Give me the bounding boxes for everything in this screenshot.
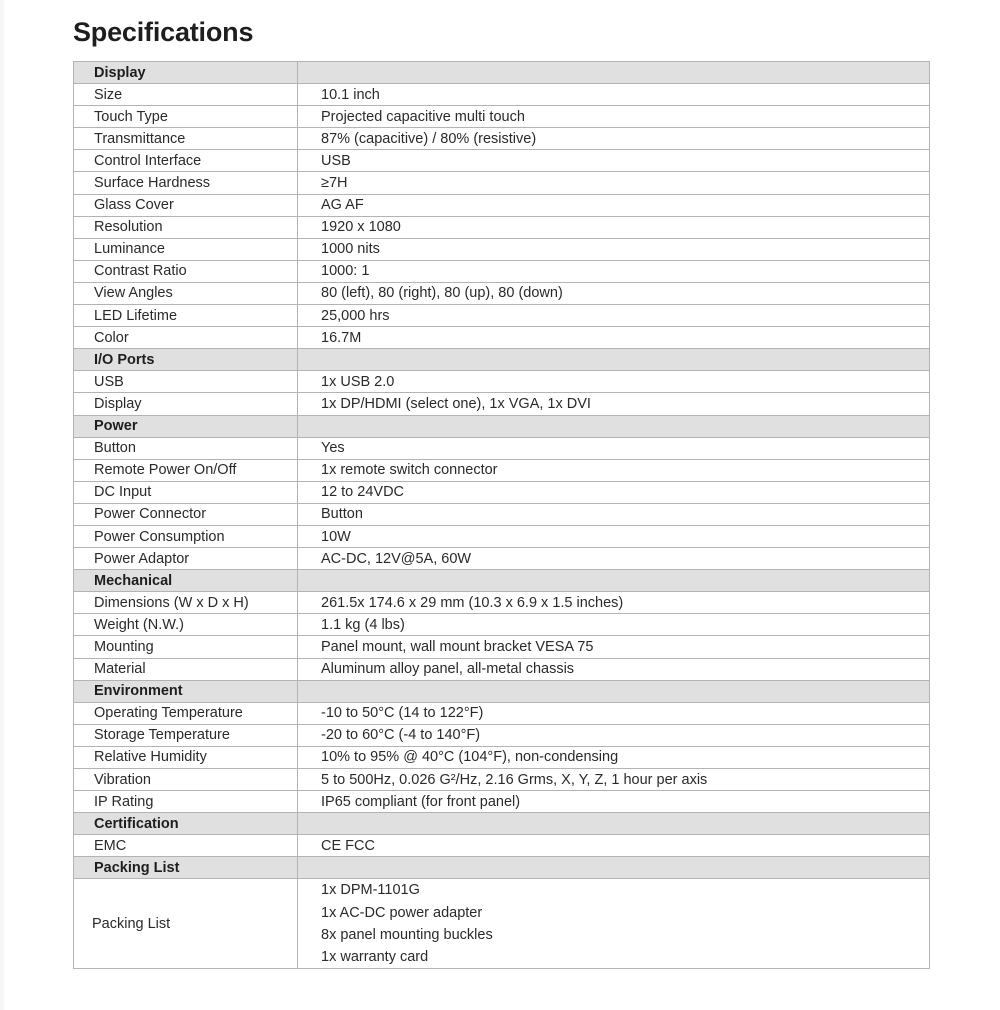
spec-label: DC Input bbox=[74, 481, 298, 503]
section-header: I/O Ports bbox=[74, 349, 298, 371]
spec-row bbox=[74, 481, 930, 503]
spec-label: Remote Power On/Off bbox=[74, 459, 298, 481]
section-header-empty-cell bbox=[298, 415, 930, 437]
spec-row bbox=[74, 614, 930, 636]
spec-row bbox=[74, 194, 930, 216]
spec-row bbox=[74, 106, 930, 128]
section-header-row bbox=[74, 415, 930, 437]
spec-row bbox=[74, 128, 930, 150]
spec-value: 10W bbox=[298, 525, 930, 547]
packing-list-item: 8x panel mounting buckles bbox=[321, 926, 493, 943]
spec-label: Surface Hardness bbox=[74, 172, 298, 194]
spec-row bbox=[74, 769, 930, 791]
spec-value: 1920 x 1080 bbox=[298, 216, 930, 238]
document-page bbox=[4, 0, 1000, 1010]
spec-value: Panel mount, wall mount bracket VESA 75 bbox=[298, 636, 930, 658]
spec-value: 5 to 500Hz, 0.026 G²/Hz, 2.16 Grms, X, Y, Z, 1 hour per axis bbox=[298, 769, 930, 791]
specifications-table bbox=[73, 61, 930, 969]
spec-value: USB bbox=[298, 150, 930, 172]
spec-value: 261.5x 174.6 x 29 mm (10.3 x 6.9 x 1.5 inches) bbox=[298, 592, 930, 614]
spec-label: Dimensions (W x D x H) bbox=[74, 592, 298, 614]
spec-value: 12 to 24VDC bbox=[298, 481, 930, 503]
spec-row bbox=[74, 592, 930, 614]
spec-value: Aluminum alloy panel, all-metal chassis bbox=[298, 658, 930, 680]
section-header: Packing List bbox=[74, 857, 298, 879]
spec-value: Projected capacitive multi touch bbox=[298, 106, 930, 128]
spec-row bbox=[74, 658, 930, 680]
spec-row bbox=[74, 238, 930, 260]
spec-label: Power Consumption bbox=[74, 525, 298, 547]
section-header: Mechanical bbox=[74, 570, 298, 592]
section-header-row bbox=[74, 62, 930, 84]
spec-label: Control Interface bbox=[74, 150, 298, 172]
section-header: Certification bbox=[74, 813, 298, 835]
section-header-row bbox=[74, 349, 930, 371]
section-header-row bbox=[74, 813, 930, 835]
spec-value: 10% to 95% @ 40°C (104°F), non-condensing bbox=[298, 746, 930, 768]
spec-row bbox=[74, 791, 930, 813]
spec-value: 1x USB 2.0 bbox=[298, 371, 930, 393]
spec-label: View Angles bbox=[74, 282, 298, 304]
spec-label: LED Lifetime bbox=[74, 305, 298, 327]
spec-label: Relative Humidity bbox=[74, 746, 298, 768]
spec-label: Contrast Ratio bbox=[74, 260, 298, 282]
page-title: Specifications bbox=[73, 17, 254, 47]
packing-list-item: 1x AC-DC power adapter bbox=[321, 904, 483, 921]
spec-row bbox=[74, 172, 930, 194]
section-header-empty-cell bbox=[298, 570, 930, 592]
spec-label: Resolution bbox=[74, 216, 298, 238]
spec-value: -20 to 60°C (-4 to 140°F) bbox=[298, 724, 930, 746]
spec-row bbox=[74, 305, 930, 327]
spec-value: -10 to 50°C (14 to 122°F) bbox=[298, 702, 930, 724]
spec-label: Power Connector bbox=[74, 503, 298, 525]
spec-row bbox=[74, 548, 930, 570]
spec-value: Button bbox=[298, 503, 930, 525]
spec-label: Packing List bbox=[74, 879, 298, 969]
spec-label: IP Rating bbox=[74, 791, 298, 813]
spec-row bbox=[74, 525, 930, 547]
spec-value: 87% (capacitive) / 80% (resistive) bbox=[298, 128, 930, 150]
spec-value: CE FCC bbox=[298, 835, 930, 857]
spec-value: 10.1 inch bbox=[298, 84, 930, 106]
packing-list-item: 1x warranty card bbox=[321, 949, 429, 966]
spec-label: Power Adaptor bbox=[74, 548, 298, 570]
spec-label: Material bbox=[74, 658, 298, 680]
section-header-row bbox=[74, 680, 930, 702]
spec-row bbox=[74, 503, 930, 525]
spec-value: 25,000 hrs bbox=[298, 305, 930, 327]
spec-value: 1.1 kg (4 lbs) bbox=[298, 614, 930, 636]
packing-list-item: 1x DPM-1101G bbox=[321, 882, 420, 899]
spec-row bbox=[74, 371, 930, 393]
spec-row bbox=[74, 260, 930, 282]
specifications-table-body bbox=[74, 62, 930, 969]
spec-label: Luminance bbox=[74, 238, 298, 260]
spec-row bbox=[74, 702, 930, 724]
section-header-empty-cell bbox=[298, 813, 930, 835]
spec-value: IP65 compliant (for front panel) bbox=[298, 791, 930, 813]
spec-value: Yes bbox=[298, 437, 930, 459]
spec-label: Transmittance bbox=[74, 128, 298, 150]
spec-row bbox=[74, 150, 930, 172]
spec-row bbox=[74, 84, 930, 106]
spec-value-list bbox=[298, 879, 930, 969]
spec-row bbox=[74, 437, 930, 459]
section-header-empty-cell bbox=[298, 680, 930, 702]
spec-value: 1x remote switch connector bbox=[298, 459, 930, 481]
section-header-empty-cell bbox=[298, 349, 930, 371]
spec-label: Color bbox=[74, 327, 298, 349]
spec-value: ≥7H bbox=[298, 172, 930, 194]
spec-row bbox=[74, 636, 930, 658]
spec-label: Mounting bbox=[74, 636, 298, 658]
section-header: Power bbox=[74, 415, 298, 437]
spec-value: 16.7M bbox=[298, 327, 930, 349]
spec-value: 1000: 1 bbox=[298, 260, 930, 282]
spec-label: USB bbox=[74, 371, 298, 393]
section-header-row bbox=[74, 857, 930, 879]
spec-label: Display bbox=[74, 393, 298, 415]
spec-label: Size bbox=[74, 84, 298, 106]
spec-label: Vibration bbox=[74, 769, 298, 791]
spec-row bbox=[74, 216, 930, 238]
spec-row bbox=[74, 459, 930, 481]
spec-row bbox=[74, 393, 930, 415]
section-header-empty-cell bbox=[298, 857, 930, 879]
spec-row bbox=[74, 282, 930, 304]
section-header: Environment bbox=[74, 680, 298, 702]
spec-label: Operating Temperature bbox=[74, 702, 298, 724]
spec-row bbox=[74, 746, 930, 768]
spec-row bbox=[74, 835, 930, 857]
spec-value: AG AF bbox=[298, 194, 930, 216]
spec-row bbox=[74, 327, 930, 349]
section-header-row bbox=[74, 570, 930, 592]
spec-label: Touch Type bbox=[74, 106, 298, 128]
spec-value: AC-DC, 12V@5A, 60W bbox=[298, 548, 930, 570]
spec-label: Glass Cover bbox=[74, 194, 298, 216]
spec-value: 1000 nits bbox=[298, 238, 930, 260]
spec-value: 1x DP/HDMI (select one), 1x VGA, 1x DVI bbox=[298, 393, 930, 415]
section-header-empty-cell bbox=[298, 62, 930, 84]
spec-label: Weight (N.W.) bbox=[74, 614, 298, 636]
spec-row-multiline bbox=[74, 879, 930, 969]
spec-row bbox=[74, 724, 930, 746]
spec-label: Storage Temperature bbox=[74, 724, 298, 746]
section-header: Display bbox=[74, 62, 298, 84]
spec-value: 80 (left), 80 (right), 80 (up), 80 (down) bbox=[298, 282, 930, 304]
spec-label: Button bbox=[74, 437, 298, 459]
spec-label: EMC bbox=[74, 835, 298, 857]
